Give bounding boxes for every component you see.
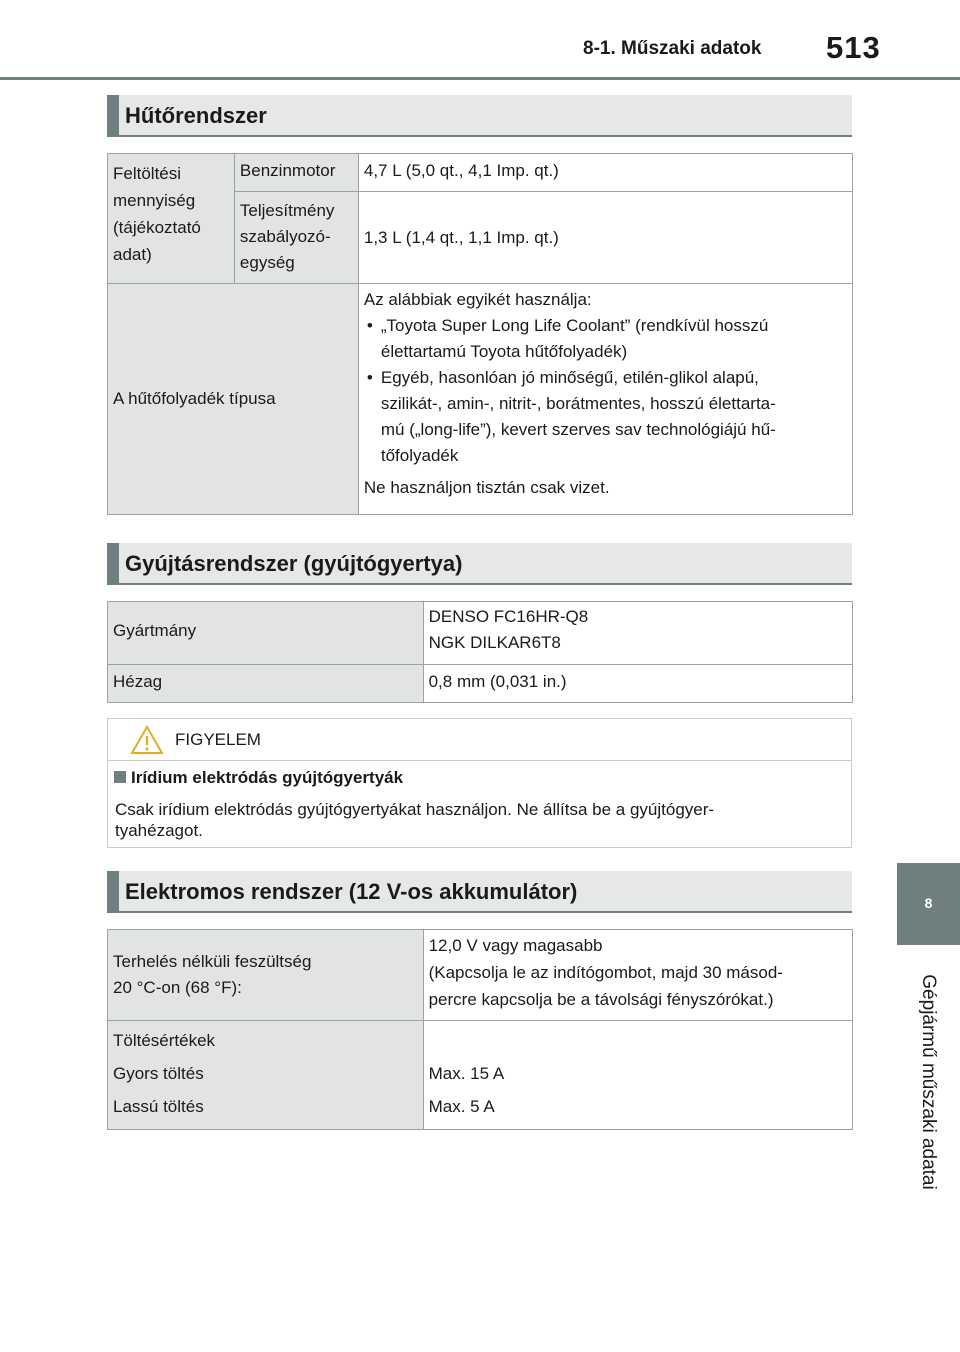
ignition-title: Gyújtásrendszer (gyújtógyertya) [125, 551, 463, 576]
ignition-table [107, 601, 853, 703]
pcu-value: 1,3 L (1,4 qt., 1,1 Imp. qt.) [358, 192, 852, 284]
warning-triangle-icon [130, 725, 164, 755]
charge-value: Max. 15 A Max. 5 A [423, 1021, 852, 1130]
capacity-label: Feltöltési mennyiség (tájékoztató adat) [108, 154, 235, 284]
ignition-section-heading [107, 543, 852, 585]
header-rule [0, 77, 960, 80]
coolant-bullet: • „Toyota Super Long Life Coolant” (rendkívül hosszú élettartamú Toyota hűtőfolyadék) [364, 313, 852, 365]
chapter-tab: 8 [897, 863, 960, 945]
caution-title: FIGYELEM [175, 730, 261, 749]
voltage-label: Terhelés nélküli feszültség 20 °C-on (68 °F): [108, 930, 424, 1021]
gasoline-engine-value: 4,7 L (5,0 qt., 4,1 Imp. qt.) [358, 154, 852, 192]
electrical-table [107, 929, 853, 1130]
cooling-table [107, 153, 853, 515]
coolant-type-label: A hűtőfolyadék típusa [108, 284, 359, 515]
make-label: Gyártmány [108, 602, 424, 665]
caution-heading: Irídium elektródás gyújtógyertyák [114, 768, 403, 788]
electrical-title: Elektromos rendszer (12 V-os akkumulátor) [125, 879, 578, 904]
coolant-bullet: • Egyéb, hasonlóan jó minőségű, etilén-glikol alapú, szilikát-, amin-, nitrit-, borátmentes, hosszú élettarta- mú („long-life”), kevert szerves sav technológiájú hű- tőfolyadék [364, 365, 852, 469]
gap-value: 0,8 mm (0,031 in.) [423, 665, 852, 703]
coolant-note: Ne használjon tisztán csak vizet. [363, 478, 610, 497]
page-number: 513 [826, 30, 881, 65]
caution-box [107, 718, 852, 848]
caution-body: Csak irídium elektródás gyújtógyertyákat használjon. Ne állítsa be a gyújtógyer- tyahézagot. [115, 800, 715, 840]
electrical-section-heading [107, 871, 852, 913]
gasoline-engine-label: Benzinmotor [234, 154, 358, 192]
voltage-value: 12,0 V vagy magasabb (Kapcsolja le az indítógombot, majd 30 másod- percre kapcsolja be a távolsági fényszórókat.) [423, 930, 852, 1021]
section-title: 8-1. Műszaki adatok [583, 38, 762, 59]
charge-label: Töltésértékek Gyors töltés Lassú töltés [108, 1021, 424, 1130]
cooling-title: Hűtőrendszer [125, 103, 267, 128]
caution-header [108, 719, 851, 761]
gap-label: Hézag [108, 665, 424, 703]
pcu-label: Teljesítmény szabályozó- egység [234, 192, 358, 284]
coolant-type-value: Az alábbiak egyikét használja: • „Toyota Super Long Life Coolant” (rendkívül hosszú élettartamú Toyota hűtőfolyadék) • Egyéb, hasonlóan jó minőségű, etilén-glikol alapú, szilikát-, amin-, nitrit-, borátmentes, hosszú élettarta- mú („long-life”), kevert szerves sav technológiájú hű- tőfolyadék Ne használjon tisztán csak vizet. [358, 284, 852, 515]
cooling-section-heading [107, 95, 852, 137]
chapter-label: Gépjármű műszaki adatai [918, 974, 939, 1190]
make-value: DENSO FC16HR-Q8 NGK DILKAR6T8 [423, 602, 852, 665]
square-bullet-icon [114, 771, 126, 783]
